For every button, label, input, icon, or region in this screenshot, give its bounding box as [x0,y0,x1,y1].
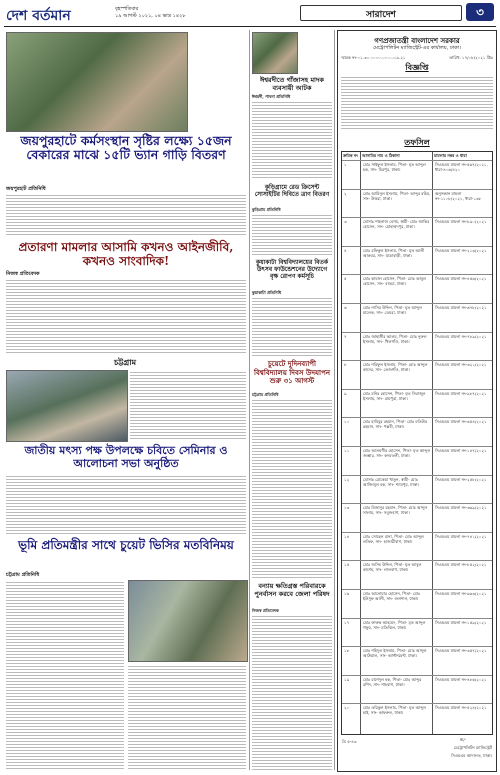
section-title: সারাদেশ [366,10,396,20]
weekday: বৃহস্পতিবার [115,6,139,12]
story-a-body [252,100,332,180]
story-c-body [252,296,332,356]
row-serial: ৩ [344,219,347,225]
story-b-body [252,213,332,255]
story-e-body [252,614,332,770]
story3-headline: জাতীয় মৎস্য পক্ষ উপলক্ষে চবিতে সেমিনার ও আলোচনা সভা অনুষ্ঠিত [24,444,228,470]
story4-byline: চট্টগ্রাম প্রতিনিধি [6,572,40,578]
story2-byline: নিজস্ব প্রতিবেদক [6,271,40,277]
row-name: মোঃ জাহাঙ্গীর আলম, পিতা- মোঃ নুরুল ইসলাম, সাং- খিলগাঁও, ঢাকা। [363,333,427,344]
row-case: সিএমএম মামলা নং-৫২৪/২০২১ [435,705,487,711]
story2-headline: প্রতারণা মামলার আসামি কখনও আইনজীবি, কখনও সাংবাদিক! [18,240,234,268]
story4-body [6,580,124,770]
table-row [342,303,492,333]
row-serial: ১০ [344,419,350,425]
story-e-byline: নিজস্ব প্রতিবেদক [252,608,279,613]
drug-arrest-photo [252,32,298,74]
row-serial: ৬ [344,305,347,310]
row-case: সিএমএম মামলা নং-৭৪১/২০২১ [435,533,487,539]
table-row [342,274,492,304]
row-serial: ১৩ [344,505,350,511]
seminar-photo [6,370,128,442]
row-case: সিএমএম মামলা নং-৪৫৬/২০২১ [435,276,487,282]
row-serial: ১৯ [344,676,350,682]
row-serial: ৮ [344,362,347,368]
row-name: মোঃ আলমগীর হোসেন, পিতা- মৃত আব্দুল জব্বার, সাং- কদমতলী, ঢাকা। [363,448,431,458]
signer-title: মেট্রোপলিটন ম্যাজিস্ট্রেট [453,745,492,750]
row-serial: ১৬ [344,591,350,596]
schedule-table [341,151,493,735]
row-serial: ৯ [344,390,347,396]
page-number-text: ৩ [476,5,484,19]
col-name-header: আসামির নাম ও ঠিকানা [362,153,400,158]
story1-byline: জয়পুরহাট প্রতিনিধি [6,186,46,192]
table-row [342,360,492,390]
story2-body [6,278,246,354]
story-a-headline: ঈশ্বরদীতে গাঁজাসহ মাদক ব্যবসায়ী আটক [260,76,324,92]
row-name: মোঃ আনোয়ার হোসেন, পিতা- মোঃ ইউসুফ আলী, সাং- গুলশান, ঢাকা। [363,591,421,601]
row-name: মোঃ জসিম উদ্দিন, পিতা- মৃত আবুল কাশেম, সাং- লালবাগ, ঢাকা। [363,562,422,573]
row-name: মোঃ রফিকুল ইসলাম, পিতা- মৃত আলী আকবর, সাং- যাত্রাবাড়ী, ঢাকা। [363,247,425,258]
row-serial: ১১ [344,448,350,453]
dfp-code: ডি ৫-৪৩ [342,739,357,744]
row-case: সিএমএম মামলা নং-৩৫৭/২০২১ [435,648,487,654]
meeting-photo [128,580,248,662]
row-name: মোসাঃ শাহনাজ বেগম, স্বামী- মোঃ জাকির হোসেন, সাং- মোহাম্মদপুর, ঢাকা। [363,219,430,230]
row-name: মোঃ মিজানুর রহমান, পিতা- মোঃ আব্দুস সালাম, সাং- সবুজবাগ, ঢাকা। [363,505,428,516]
table-row [342,160,492,190]
row-case: সিএমএম মামলা নং-৬৫৪/২০২১ [435,419,487,425]
table-row [342,532,492,562]
row-serial: ১৭ [344,619,350,625]
table-row [342,646,492,676]
notice-memo: স্মারক নং-০১.৩০.০০০০.০০০.০০৯.২১ [341,55,406,60]
row-case: সিএমএম মামলা নং-৭৮৯/২০২১ [435,333,487,339]
row-case: সিএমএম মামলা নং-৩৬৯/২০২১ [435,505,487,511]
row-case: সিএমএম মামলা নং-৪৮৬/২০২১ [435,676,487,682]
row-serial: ১৪ [344,533,350,539]
notice-govt-title: গণপ্রজাতন্ত্রী বাংলাদেশ সরকার [374,36,460,45]
table-row [342,475,492,505]
row-case: সিএমএম মামলা নং-৩২১/২০২১ [435,362,487,368]
story-b-headline: কুড়িগ্রামে রেড ক্রিসেন্ট সোসাইটির দিবিতে ত্রাণ বিতরণ [254,184,330,198]
signer-office: সিএমএম আদালত, ঢাকা। [451,753,492,758]
table-row [342,389,492,419]
table-row [342,446,492,476]
govt-notice [337,30,497,772]
row-case: সিএমএম মামলা নং-২১৩/২০২১ [435,247,487,253]
row-case: সিএমএম মামলা নং-৬৭৮/২০২১ [435,305,487,310]
date-line: ১৯ আগস্ট ২০২১, ০৪ ভাদ্র ১৪২৮ [115,13,186,19]
row-case: সিএমএম মামলা নং-৮৯০/২০২১ [435,219,487,225]
row-name: মোঃ সাইফুল ইসলাম, পিতা- মৃত আব্দুল হক, সাং- মিরপুর, ঢাকা। [363,162,426,172]
story1-body [6,193,246,235]
column-divider-2 [334,30,335,770]
notice-office: মেট্রোপলিটন ম্যাজিস্ট্রেট-এর কার্যালয়, ঢাকা। [373,45,461,51]
story4-headline: ভূমি প্রতিমন্ত্রীর সাথে চুয়েট ভিসির মতবিনিময় [18,538,234,552]
row-case: সিএমএম মামলা নং-১৪৭/২০২১ [435,448,487,453]
row-serial: ২ [344,190,347,196]
table-row [342,503,492,533]
story-d-headline: চুয়েটে দুদিনব্যাপী বিশ্ববিদ্যালয় দিবস উদযাপন শুরু ৩১ আগস্ট [253,359,331,385]
row-serial: ১২ [344,476,350,482]
story-b-byline: কুড়িগ্রাম প্রতিনিধি [252,207,281,212]
row-name: মোঃ সোহেল রানা, পিতা- মোঃ আব্দুল লতিফ, সাং- হাজারীবাগ, ঢাকা। [363,533,424,544]
section-banner [300,5,462,21]
row-serial: ৫ [344,276,347,282]
story3-side-text [130,370,246,440]
row-case: সিএমএম মামলা নং-৮৫২/২০২১ [435,562,487,568]
table-row [342,417,492,447]
masthead [0,0,500,28]
col-serial-header: ক্রমিক নং [343,153,359,158]
row-serial: ২০ [344,705,350,711]
table-row [342,189,492,219]
row-serial: ৭ [344,333,347,339]
row-case: সিএমএম মামলা নং-৯৬৩/২০২১ [435,591,487,596]
table-row [342,560,492,590]
notice-body [341,75,493,131]
row-name: মোঃ তরিকুল ইসলাম, পিতা- মৃত আব্দুল হাই, সাং- কাফরুল, ঢাকা। [363,705,427,716]
row-name: মোঃ কামাল হোসেন, পিতা- মোঃ আবুল হোসেন, সাং- বাড্ডা, ঢাকা। [363,276,426,287]
row-name: মোঃ হাবিবুর রহমান, পিতা- মোঃ মতিউর রহমান, সাং- পল্লবী, ঢাকা। [363,419,428,430]
row-serial: ১ [344,162,347,167]
story3-body [6,474,246,534]
row-name: মোঃ রাশেদুল হক, পিতা- মোঃ আব্দুর রশিদ, সাং- শাহবাগ, ঢাকা। [363,676,422,687]
story4-body-right [128,664,246,770]
row-case: সিএমএম মামলা নং-১৫৯/২০২১ [435,619,487,625]
masthead-rule [4,26,496,27]
row-name: মোঃ শহিদুল ইসলাম, পিতা- মোঃ আব্দুল আউয়াল, সাং- ক্যান্টনমেন্ট, ঢাকা। [363,648,427,659]
row-serial: ৪ [344,247,347,253]
row-case: সিএমএম মামলা নং-২৫৮/২০২১ [435,476,487,482]
col-case-header: মামলার নম্বর ও ধারা [434,153,467,158]
story1-headline: জয়পুরহাটে কর্মসংস্থান সৃষ্টির লক্ষ্যে ১৫জন বেকারের মাঝে ১৫টি ভ্যান গাড়ি বিতরণ [20,133,232,162]
column-divider-1 [249,30,250,770]
table-row [342,217,492,247]
row-name: মোসাঃ রোকেয়া খাতুন, স্বামী- মোঃ আজিজুল হক, সাং- শ্যামপুর, ঢাকা। [363,476,419,487]
notice-title: বিজ্ঞপ্তি [405,62,429,72]
table-row [342,246,492,276]
row-case: অনুসন্ধান মামলা নং-১১০৮/২০২১, ধারা-১৩৮ [435,190,482,201]
page-number [466,3,494,21]
row-case: সিএমএম মামলা নং-৯৮৭/২০২১ [435,390,487,396]
story-c-headline: কুয়াকাটা বিশ্ববিদ্যালয়ের বিতর্ক উৎসব ফাউন্ডেশনের উদ্যোগে বৃক্ষ রোপণ কর্মসূচি [255,259,329,280]
van-distribution-photo [6,32,188,132]
table-row [342,332,492,362]
story-d-byline: চট্টগ্রাম প্রতিনিধি [252,392,279,397]
table-row [342,675,492,705]
row-serial: ১৮ [344,648,350,654]
row-name: মোঃ মনির হোসেন, পিতা- মৃত সিরাজুল ইসলাম, সাং- রামপুরা, ঢাকা। [363,390,426,401]
newspaper-logo: দেশ বর্তমান [6,8,71,24]
row-serial: ১৫ [344,562,350,568]
story-c-byline: কুয়াকাটা প্রতিনিধি [252,290,282,295]
table-row [342,618,492,648]
notice-date: তারিখ: ১৭/০৮/২০২১ খ্রিঃ [449,55,493,60]
row-name: মোঃ আমিনুল ইসলাম, পিতা- আব্দুর রহিম, সাং- উত্তরা, ঢাকা। [363,190,431,201]
signature: স্বা/- [459,737,466,742]
table-row [342,703,492,733]
schedule-title: তফসিল [404,137,430,147]
table-row [342,589,492,619]
row-case: সিএমএম মামলা নং-৫৬৭/২০২১, ধারা-৪০৬/৪২০ [435,162,488,172]
chattogram-label: চট্টগ্রাম [113,357,137,367]
story-e-headline: বন্যায় ক্ষতিগ্রস্ত পরিবারকে পুনর্বাসন করবে জেলা পরিষদ [254,582,330,598]
row-name: মোঃ শরিফুল ইসলাম, পিতা- মোঃ আব্দুল কাদের, সাং- তেজগাঁও, ঢাকা। [363,362,428,373]
story-a-byline: ঈশ্বরদী, পাবনা প্রতিনিধি [252,94,291,99]
row-name: মোঃ ফারুক আহমেদ, পিতা- মৃত আব্দুল গফুর, সাং- মতিঝিল, ঢাকা। [363,619,426,630]
story-d-body [252,398,332,578]
row-name: মোঃ নাসির উদ্দিন, পিতা- মৃত আব্দুল মালেক, সাং- ডেমরা, ঢাকা। [363,305,422,315]
